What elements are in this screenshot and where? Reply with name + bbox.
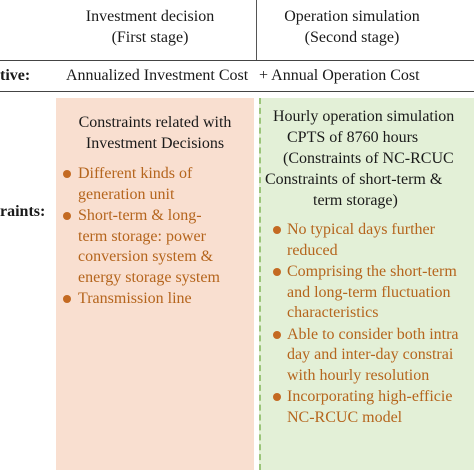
- bullet-icon: [63, 170, 71, 178]
- header-first-stage: [50, 6, 250, 48]
- operation-box-title: [261, 106, 474, 211]
- list-item-line: generation unit: [78, 185, 175, 203]
- constraints-label: raints:: [0, 203, 46, 220]
- operation-constraints-list: [287, 220, 474, 428]
- header-divider: [256, 0, 257, 60]
- header-second-stage-subtitle: (Second stage): [304, 29, 400, 46]
- list-item-line: No typical days further: [287, 221, 435, 238]
- list-item-line: Short-term & long-: [78, 207, 202, 224]
- header-second-stage: [262, 6, 442, 48]
- list-item: [287, 220, 474, 261]
- bullet-icon: [273, 268, 281, 276]
- list-item-line: characteristics: [287, 304, 379, 321]
- list-item: [287, 325, 474, 387]
- bullet-icon: [273, 226, 281, 234]
- bullet-icon: [63, 295, 71, 303]
- list-item-line: NC-RCUC model: [287, 408, 403, 426]
- operation-box-title-line: Constraints of short-term &: [265, 171, 443, 188]
- investment-constraints-box: [56, 98, 254, 470]
- operation-box-title-line: term storage): [313, 192, 398, 209]
- list-item-line: reduced: [287, 241, 338, 259]
- list-item-line: and long-term fluctuation: [287, 283, 451, 301]
- bullet-icon: [273, 331, 281, 339]
- investment-box-title-line: Constraints related with: [78, 114, 232, 131]
- list-item: [78, 164, 254, 205]
- list-item-line: Able to consider both intra: [287, 325, 459, 343]
- list-item-line: Different kinds of: [78, 165, 193, 182]
- investment-constraints-list: [78, 164, 254, 310]
- operation-box-title-line: (Constraints of NC-RCUC: [283, 150, 454, 167]
- list-item-line: Transmission line: [78, 290, 192, 307]
- operation-box-title-line: Hourly operation simulation: [273, 108, 455, 125]
- header-second-stage-title: Operation simulation: [284, 8, 420, 25]
- header-first-stage-subtitle: (First stage): [111, 29, 189, 46]
- mid-rule: [0, 91, 474, 92]
- list-item: [78, 206, 254, 288]
- operation-constraints-box: [259, 98, 474, 470]
- list-item-line: day and inter-day constrai: [287, 346, 454, 363]
- objective-operation-cost: + Annual Operation Cost: [259, 67, 420, 84]
- list-item-line: Incorporating high-efficie: [287, 388, 453, 405]
- list-item-line: Comprising the short-term: [287, 263, 457, 280]
- list-item-line: term storage: power: [78, 227, 206, 245]
- operation-box-title-line: CPTS of 8760 hours: [287, 129, 419, 146]
- header-first-stage-title: Investment decision: [85, 8, 215, 25]
- bullet-icon: [273, 393, 281, 401]
- top-rule: [0, 60, 474, 61]
- list-item: [287, 262, 474, 324]
- list-item-line: energy storage system: [78, 268, 220, 286]
- investment-box-title-line: Investment Decisions: [85, 135, 225, 152]
- investment-box-title: [56, 112, 254, 154]
- list-item: [78, 289, 254, 310]
- bullet-icon: [63, 212, 71, 220]
- list-item-line: conversion system &: [78, 248, 214, 265]
- list-item-line: with hourly resolution: [287, 366, 430, 384]
- list-item: [287, 387, 474, 428]
- objective-label: tive:: [0, 67, 31, 84]
- objective-investment-cost: Annualized Investment Cost: [66, 67, 249, 84]
